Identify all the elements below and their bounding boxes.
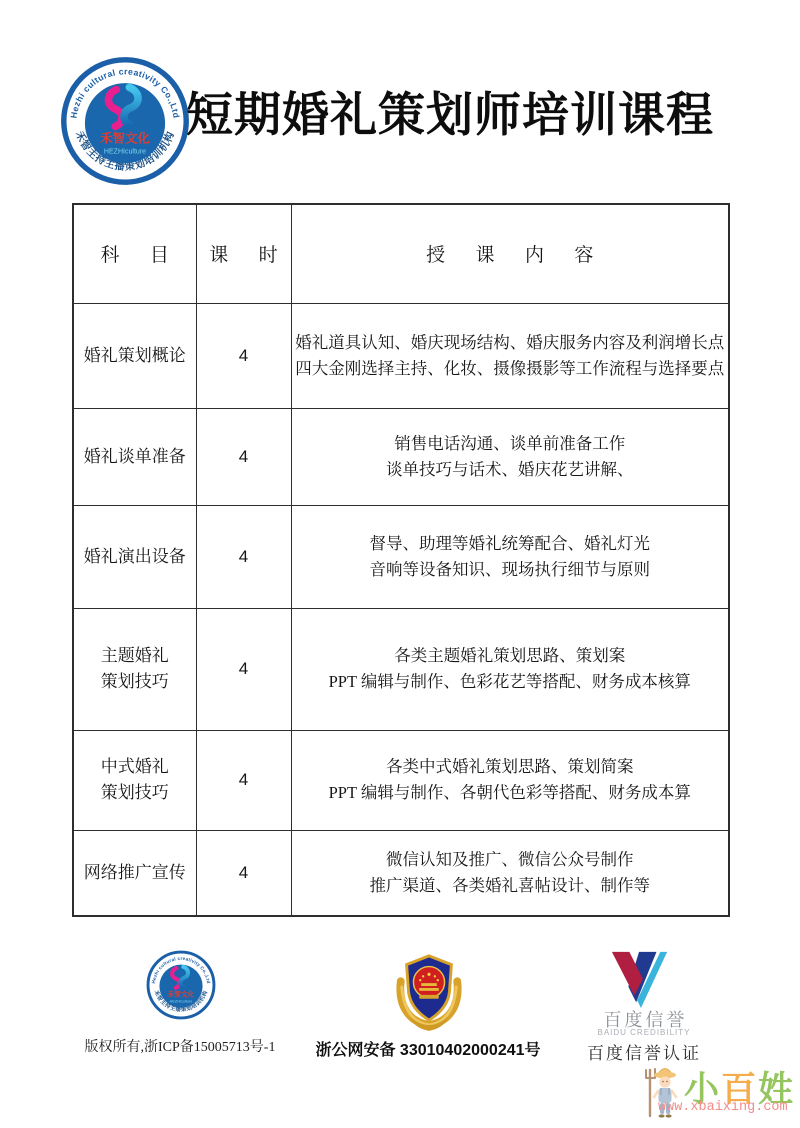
table-row	[73, 408, 729, 505]
content-line: 推广渠道、各类婚礼喜帖设计、制作等	[369, 875, 650, 895]
subject-line: 策划技巧	[100, 672, 169, 691]
content-line: 谈单技巧与话术、婚庆花艺讲解、	[386, 459, 634, 479]
hours-cell: 4	[196, 730, 291, 830]
hours-cell: 4	[196, 408, 291, 505]
col-header-content: 授 课 内 容	[291, 204, 729, 303]
content-cell	[291, 303, 729, 408]
content-line: 销售电话沟通、谈单前准备工作	[394, 433, 626, 453]
baidu-credibility-cn: 百度信誉	[603, 1010, 688, 1030]
content-line: 督导、助理等婚礼统筹配合、婚礼灯光	[369, 533, 650, 553]
subject-cell	[73, 730, 196, 830]
subject-cell	[73, 408, 196, 505]
baidu-credibility-icon	[606, 946, 674, 1008]
subject-cell	[73, 830, 196, 916]
subject-line: 婚礼演出设备	[83, 546, 186, 566]
subject-line: 主题婚礼	[100, 646, 169, 665]
subject-cell	[73, 303, 196, 408]
table-row	[73, 505, 729, 608]
watermark-site-url: www.xbaixing.com	[658, 1100, 788, 1115]
content-cell	[291, 608, 729, 730]
content-cell	[291, 730, 729, 830]
content-line: 婚礼道具认知、婚庆现场结构、婚庆服务内容及利润增长点	[295, 332, 725, 352]
content-line: 音响等设备知识、现场执行细节与原则	[369, 559, 650, 579]
content-line: 四大金刚选择主持、化妆、摄像摄影等工作流程与选择要点	[295, 358, 725, 378]
watermark-char: 小	[684, 1070, 722, 1110]
company-logo	[60, 56, 190, 186]
course-table	[72, 203, 730, 917]
content-line: PPT 编辑与制作、各朝代色彩等搭配、财务成本算	[328, 783, 691, 802]
site-watermark	[644, 1060, 800, 1124]
page-title: 短期婚礼策划师培训课程	[186, 90, 714, 142]
police-record-number: 浙公网安备 33010402000241号	[315, 1042, 541, 1059]
table-row	[73, 730, 729, 830]
content-cell	[291, 505, 729, 608]
hours-cell: 4	[196, 830, 291, 916]
content-line: 微信认知及推广、微信公众号制作	[386, 849, 634, 869]
company-logo-small	[146, 950, 216, 1020]
content-line: PPT 编辑与制作、色彩花艺等搭配、财务成本核算	[328, 672, 691, 691]
hours-cell: 4	[196, 505, 291, 608]
subject-line: 策划技巧	[100, 783, 169, 802]
table-row	[73, 608, 729, 730]
col-header-subject: 科 目	[73, 204, 196, 303]
subject-line: 中式婚礼	[100, 757, 169, 776]
content-cell	[291, 408, 729, 505]
copyright-icp-text: 版权所有,浙ICP备15005713号-1	[84, 1040, 276, 1055]
col-header-hours: 课 时	[196, 204, 291, 303]
subject-line: 婚礼策划概论	[83, 345, 186, 365]
subject-line: 婚礼谈单准备	[83, 446, 186, 466]
baidu-credibility-en: BAIDU CREDIBILITY	[597, 1028, 691, 1037]
subject-cell	[73, 505, 196, 608]
content-line: 各类中式婚礼策划思路、策划简案	[386, 757, 634, 776]
baidu-credibility-caption: 百度信誉认证	[587, 1044, 701, 1063]
watermark-char: 百	[721, 1070, 759, 1110]
hours-cell: 4	[196, 608, 291, 730]
content-cell	[291, 830, 729, 916]
hours-cell: 4	[196, 303, 291, 408]
table-row	[73, 830, 729, 916]
table-row	[73, 303, 729, 408]
subject-cell	[73, 608, 196, 730]
content-line: 各类主题婚礼策划思路、策划案	[394, 646, 626, 665]
table-header-row	[73, 204, 729, 303]
watermark-char: 姓	[758, 1070, 796, 1110]
police-badge-icon	[392, 944, 466, 1032]
subject-line: 网络推广宣传	[83, 862, 186, 882]
